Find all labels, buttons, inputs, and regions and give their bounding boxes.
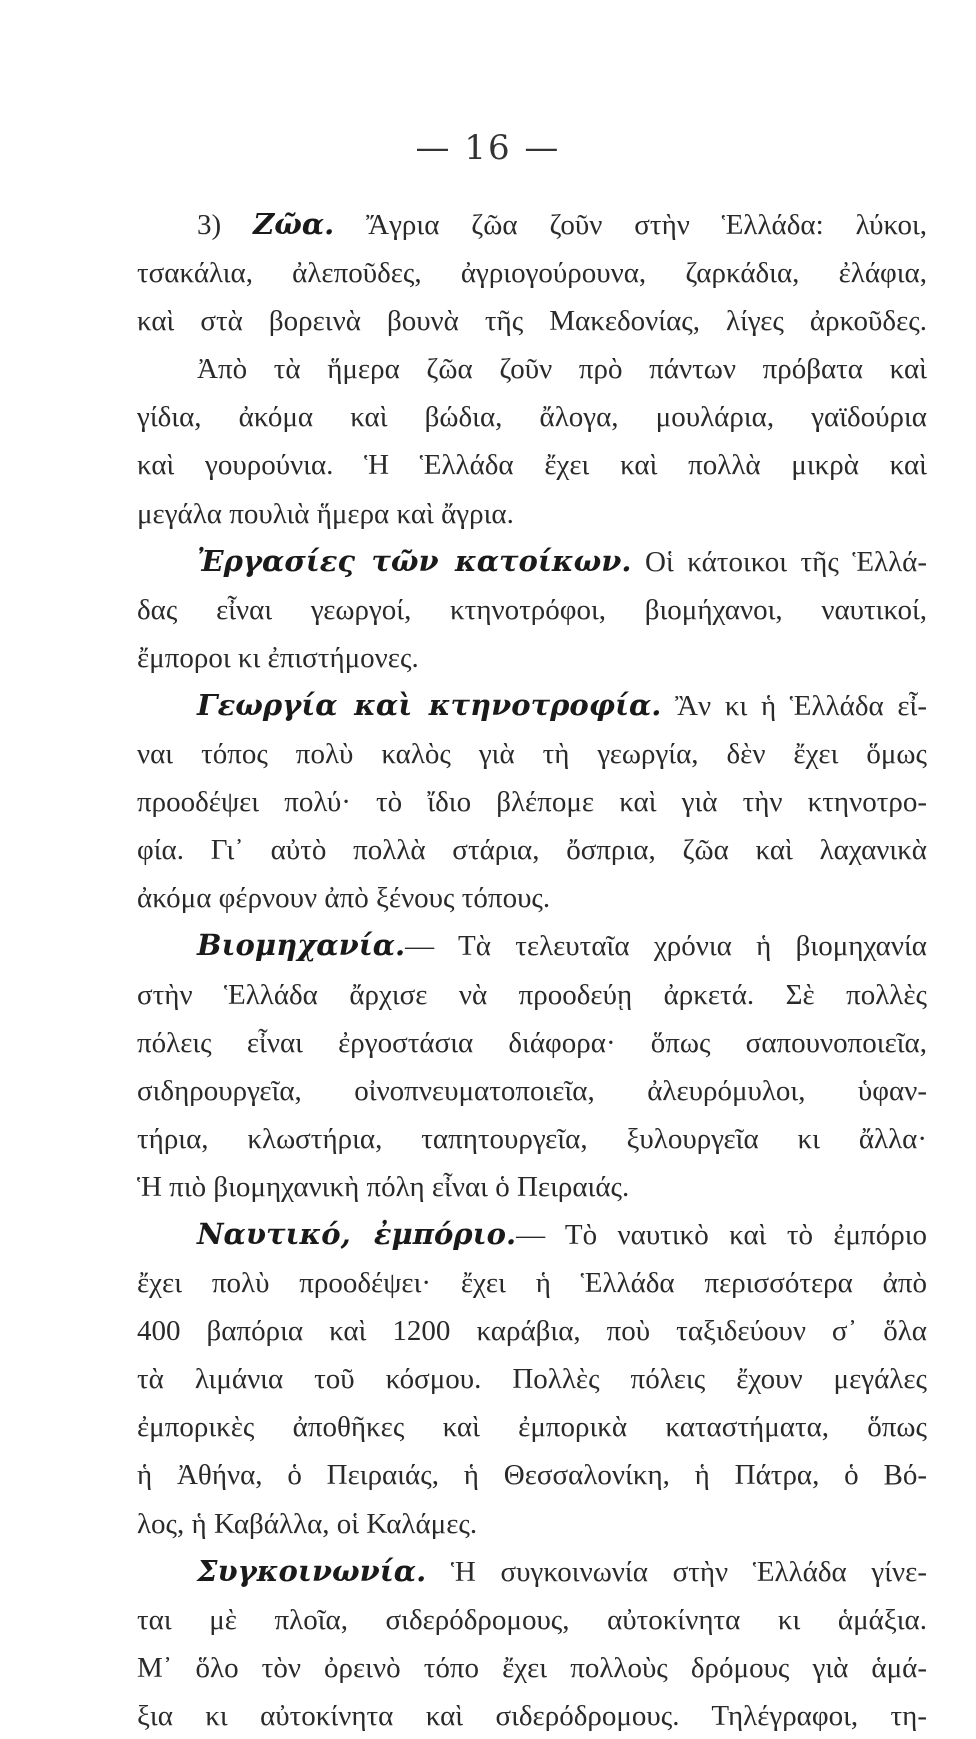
line-text: — Τὰ τελευταῖα χρόνια ἡ βιομηχανία (405, 930, 927, 963)
line-text: Μ᾿ ὅλο τὸν ὀρεινὸ τόπο ἔχει πολλοὺς δρόμους γιὰ ἁμά- (137, 1651, 927, 1684)
line-text: ἡ Ἀθήνα, ὁ Πειραιάς, ἡ Θεσσαλονίκη, ἡ Πάτρα, ὁ Βό- (137, 1459, 927, 1492)
line-text: προοδέψει πολύ· τὸ ἴδιο βλέπομε καὶ γιὰ τὴν κτηνοτρο- (137, 786, 927, 819)
text-line (137, 1595, 927, 1643)
line-text: καὶ γουρούνια. Ἡ Ἑλλάδα ἔχει καὶ πολλὰ μικρὰ καὶ (137, 449, 927, 482)
line-text: τήρια, κλωστήρια, ταπητουργεῖα, ξυλουργεῖα κι ἄλλα· (137, 1122, 927, 1155)
text-line (137, 1210, 927, 1258)
text-line (137, 1691, 927, 1739)
text-line (137, 1162, 927, 1210)
line-text: ἐμπορικὲς ἀποθῆκες καὶ ἐμπορικὰ καταστήματα, ὅπως (137, 1411, 927, 1444)
line-text: ναι τόπος πολὺ καλὸς γιὰ τὴ γεωργία, δὲν ἔχει ὅμως (137, 738, 927, 771)
body-text-block (137, 200, 927, 1739)
text-line (137, 296, 927, 344)
text-line (137, 585, 927, 633)
line-text: φία. Γι᾿ αὐτὸ πολλὰ στάρια, ὄσπρια, ζῶα καὶ λαχανικὰ (137, 834, 927, 867)
text-line (137, 1450, 927, 1498)
section-heading: Βιομηχανία. (197, 928, 406, 963)
line-text: Ἂν κι ἡ Ἑλλάδα εἶ- (661, 689, 927, 722)
text-line (137, 825, 927, 873)
section-heading: Γεωργία καὶ κτηνοτροφία. (197, 687, 662, 722)
line-text: ται μὲ πλοῖα, σιδερόδρομους, αὐτοκίνητα κι ἁμάξια. (137, 1603, 927, 1636)
text-line (137, 1643, 927, 1691)
text-line (137, 1354, 927, 1402)
line-text: καὶ στὰ βορεινὰ βουνὰ τῆς Μακεδονίας, λίγες ἀρκοῦδες. (137, 305, 927, 338)
text-line (137, 489, 927, 537)
text-line (137, 1114, 927, 1162)
line-text: σιδηρουργεῖα, οἰνοπνευματοποιεῖα, ἀλευρόμυλοι, ὑφαν- (137, 1074, 927, 1107)
line-text: δας εἶναι γεωργοί, κτηνοτρόφοι, βιομήχανοι, ναυτικοί, (137, 593, 927, 626)
line-text: πόλεις εἶναι ἐργοστάσια διάφορα· ὅπως σαπουνοποιεῖα, (137, 1026, 927, 1059)
text-line (137, 1306, 927, 1354)
text-line (137, 1499, 927, 1547)
text-line (137, 681, 927, 729)
section-heading: Ναυτικό, ἐμπόριο. (197, 1216, 517, 1251)
line-text: ἀκόμα φέρνουν ἀπὸ ξένους τόπους. (137, 882, 551, 915)
text-line (137, 344, 927, 392)
line-text: Ἄγρια ζῶα ζοῦν στὴν Ἑλλάδα: λύκοι, (334, 209, 927, 241)
line-text: ἔμποροι κι ἐπιστήμονες. (137, 641, 419, 674)
text-line (137, 633, 927, 681)
line-text: γίδια, ἀκόμα καὶ βώδια, ἄλογα, μουλάρια, γαϊδούρια (137, 401, 927, 434)
line-text: Οἱ κάτοικοι τῆς Ἑλλά- (631, 545, 927, 578)
text-line (137, 1402, 927, 1450)
line-text: ξια κι αὐτοκίνητα καὶ σιδερόδρομους. Τηλέγραφοι, τη- (137, 1699, 927, 1732)
section-number: 3) (197, 209, 254, 241)
section-heading: Ἐργασίες τῶν κατοίκων. (197, 543, 632, 578)
line-text: τὰ λιμάνια τοῦ κόσμου. Πολλὲς πόλεις ἔχουν μεγάλες (137, 1363, 927, 1396)
line-text: — Τὸ ναυτικὸ καὶ τὸ ἐμπόριο (516, 1218, 927, 1251)
page-number: — 16 — (415, 128, 561, 168)
text-line (137, 873, 927, 921)
section-heading: Ζῶα. (253, 207, 335, 241)
text-line (137, 392, 927, 440)
text-line (137, 729, 927, 777)
text-line (137, 248, 927, 296)
line-text: Ἡ συγκοινωνία στὴν Ἑλλάδα γίνε- (426, 1555, 927, 1588)
line-text: τσακάλια, ἀλεποῦδες, ἀγριογούρουνα, ζαρκάδια, ἐλάφια, (137, 257, 927, 290)
line-text: στὴν Ἑλλάδα ἄρχισε νὰ προοδεύῃ ἀρκετά. Σὲ πολλὲς (137, 978, 927, 1011)
line-text: 400 βαπόρια καὶ 1200 καράβια, ποὺ ταξιδεύουν σ᾿ ὅλα (137, 1315, 927, 1348)
text-line (137, 970, 927, 1018)
text-line (137, 1018, 927, 1066)
text-line (137, 1547, 927, 1595)
line-text: Ἀπὸ τὰ ἥμερα ζῶα ζοῦν πρὸ πάντων πρόβατα καὶ (197, 353, 927, 386)
text-line (137, 921, 927, 969)
text-line (137, 1258, 927, 1306)
text-line (137, 1066, 927, 1114)
section-heading: Συγκοινωνία. (197, 1553, 427, 1588)
text-line (137, 440, 927, 488)
line-text: λος, ἡ Καβάλλα, οἱ Καλάμες. (137, 1507, 478, 1540)
text-line (137, 200, 927, 248)
line-text: μεγάλα πουλιὰ ἥμερα καὶ ἄγρια. (137, 497, 514, 530)
text-line (137, 777, 927, 825)
text-line (137, 537, 927, 585)
line-text: ἔχει πολὺ προοδέψει· ἔχει ἡ Ἑλλάδα περισσότερα ἀπὸ (137, 1267, 927, 1300)
line-text: Ἡ πιὸ βιομηχανικὴ πόλη εἶναι ὁ Πειραιάς. (137, 1170, 630, 1203)
